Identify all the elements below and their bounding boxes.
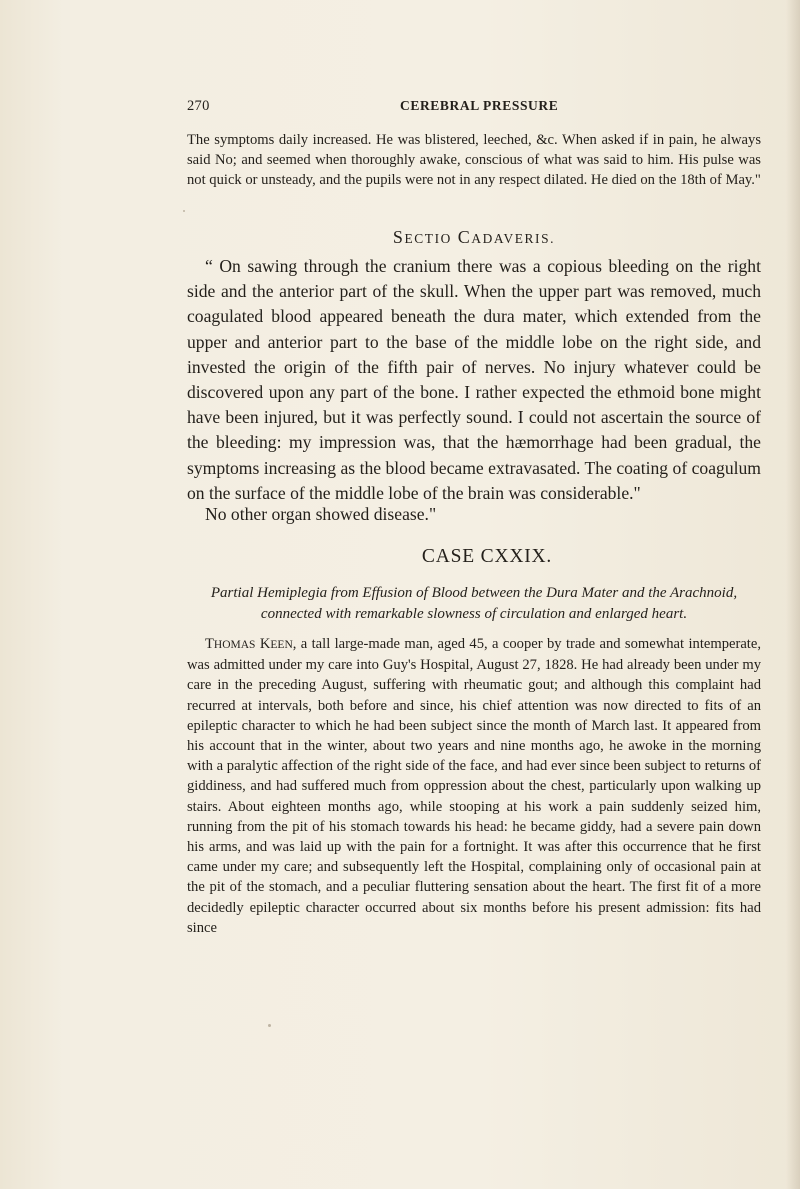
name-initial-t: T [205,636,214,652]
sectio-initial: S [392,227,405,247]
running-head: CEREBRAL PRESSURE [400,98,559,113]
name-rest-een: EEN [270,639,293,651]
section-heading-sectio-cadaveris [187,227,761,248]
paragraph-sectio-report: “ On sawing through the cranium there was a copious bleeding on the right side and the anterior part of the skull. When the upper part was removed, much coagulated blood appeared beneath the dura mater, which extended from the upper and anterior part to the base of the middle lobe on the right side, and invested the origin of the fifth pair of nerves. No injury whatever could be discovered upon any part of the bone. I rather expected the ethmoid bone might have been injured, but it was perfectly sound. I could not ascertain the source of the bleeding: my impression was, that the hæmorrhage had been gradual, the symptoms increasing as the blood became extravasated. The coating of coagulum on the surface of the middle lobe of the brain was considerable." [187,256,761,503]
case-subtitle: Partial Hemiplegia from Effusion of Blood between the Dura Mater and the Arachnoid, connected with remarkable slowness of circulation and enlarged heart. [210,585,738,622]
case-heading: CASE CXXIX. [421,546,553,567]
case-history-body: , a tall large-made man, aged 45, a cooper by trade and somewhat intemperate, was admitted under my care into Guy's Hospital, August 27, 1828. He had already been under my care in the preceding August, suffering with rheumatic gout; and although this complaint had recurred at intervals, both before and since, his chief attention was now directed to fits of an epileptic character to which he had been subject since the month of March last. It appeared from his account that in the winter, about two years and nine months ago, he awoke in the morning with a paralytic affection of the right side of the face, and had ever since been subject to returns of giddiness, and had suffered much from oppression about the chest, particularly upon walking up stairs. About eighteen months ago, while stooping at his work a pain suddenly seized him, running from the pit of his stomach towards his head: he became giddy, had a severe pain down his arms, and was laid up with the pain for a fortnight. It was after this occurrence that he first came under my care; and subsequently left the Hospital, complaining only of occasional pain at the pit of the stomach, and a peculiar fluttering sensation about the heart. The first fit of a more decidedly epileptic character occurred about six months before his present admission: fits had since [187,636,761,936]
paper-speck [268,1024,271,1027]
paragraph-case-history [187,634,761,938]
page-header [187,98,761,118]
paper-speck [183,210,185,212]
page-edge-shadow [786,0,800,1189]
page-number: 270 [187,98,210,114]
cadaveris-rest: ADAVERIS. [471,231,556,246]
name-initial-k: K [259,636,271,652]
sectio-rest: ECTIO [404,231,452,246]
name-rest-homas: HOMAS [213,639,256,651]
cadaveris-initial: C [457,227,472,247]
paragraph-symptoms: The symptoms daily increased. He was blistered, leeched, &c. When asked if in pain, he always said No; and seemed when thoroughly awake, conscious of what was said to him. His pulse was not quick or unsteady, and the pupils were not in any respect dilated. He died on the 18th of May." [187,132,761,189]
paragraph-no-other-organ: No other organ showed disease." [205,504,437,524]
